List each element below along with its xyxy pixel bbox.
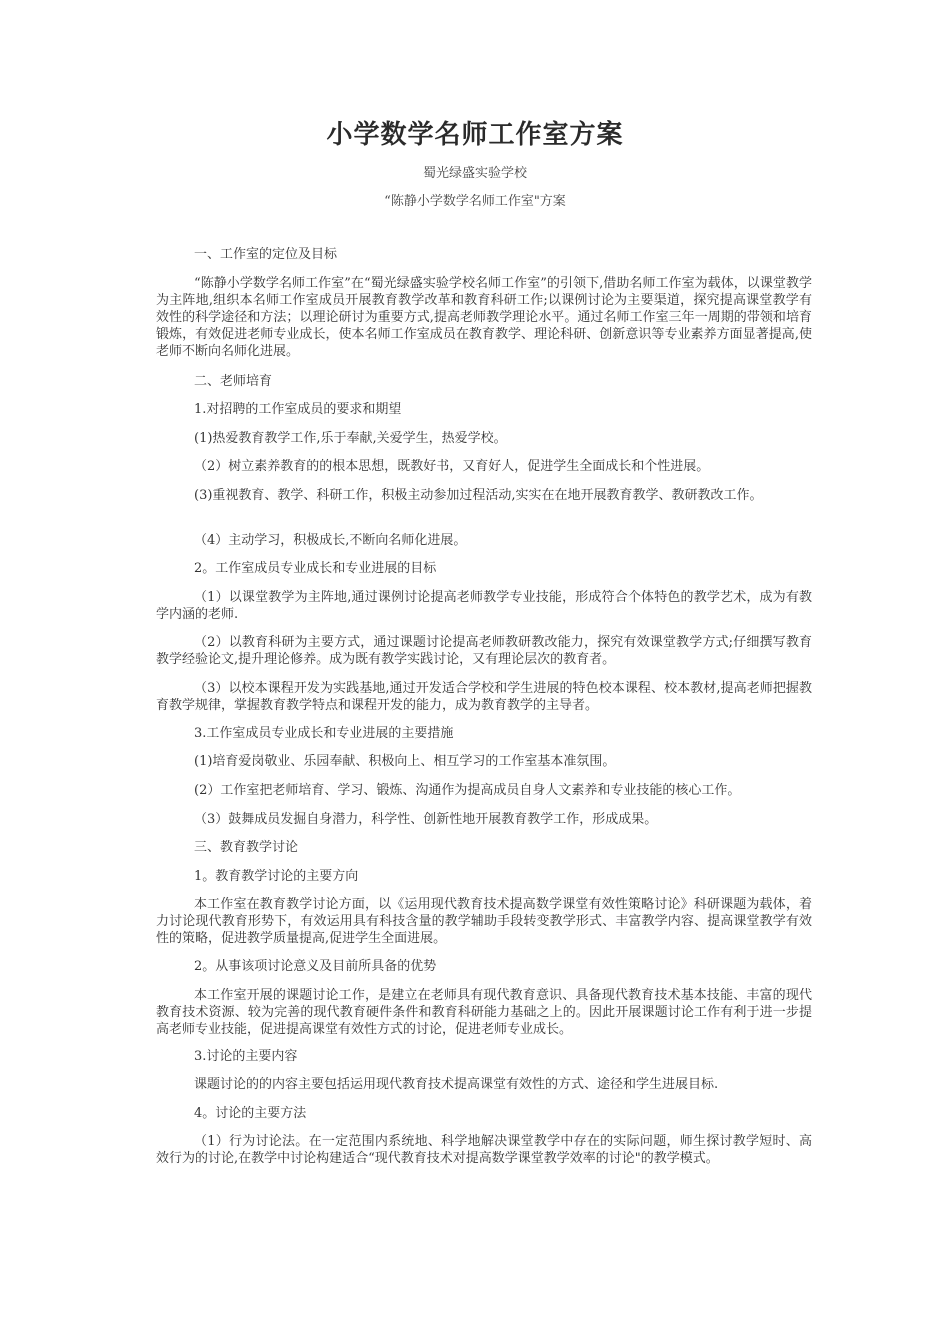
list-item: (1)培育爱岗敬业、乐园奉献、积极向上、相互学习的工作室基本准氛围。 <box>194 754 616 769</box>
list-item: （2）以教育科研为主要方式，通过课题讨论提高老师教研教改能力，探究有效课堂教学方式;仔细撰写教育教学经验论文,提升理论修养。成为既有教学实践讨论，又有理论层次的教育者。 <box>156 635 812 667</box>
list-item: (2）工作室把老师培育、学习、锻炼、沟通作为提高成员自身人文素养和专业技能的核心工作。 <box>194 783 741 798</box>
paragraph: 本工作室开展的课题讨论工作，是建立在老师具有现代教育意识、具备现代教育技术基本技能、丰富的现代教育技术资源、较为完善的现代教育硬件条件和教育科研能力基础之上的。因此开展课题讨论工作有利于进一步提高老师专业技能，促进提高课堂有效性方式的讨论，促进老师专业成长。 <box>156 988 812 1037</box>
list-item: （3）鼓舞成员发掘自身潜力，科学性、创新性地开展教育教学工作，形成成果。 <box>194 812 658 827</box>
subsection-heading: 1。教育教学讨论的主要方向 <box>194 869 359 884</box>
subsection-heading: 3.工作室成员专业成长和专业进展的主要措施 <box>194 726 454 741</box>
subsection-heading: 2。从事该项讨论意义及目前所具备的优势 <box>194 959 437 974</box>
school-name: 蜀光绿盛实验学校 <box>422 166 527 181</box>
subsection-heading: 4。讨论的主要方法 <box>194 1106 307 1121</box>
section-heading: 二、老师培育 <box>194 374 273 389</box>
paragraph: 本工作室在教育教学讨论方面，以《运用现代教育技术提高数学课堂有效性策略讨论》科研课题为载体，着力讨论现代教育形势下，有效运用具有科技含量的教学辅助手段转变教学形式、丰富教学内容、提高课堂教学有效性的策略，促进教学质量提高,促进学生全面进展。 <box>156 897 812 946</box>
list-item: (1)热爱教育教学工作,乐于奉献,关爱学生，热爱学校。 <box>194 431 507 446</box>
section-heading: 一、工作室的定位及目标 <box>194 247 338 262</box>
list-item: (3)重视教育、教学、科研工作，积极主动参加过程活动,实实在在地开展教育教学、教研教改工作。 <box>194 488 763 503</box>
section-heading: 三、教育教学讨论 <box>194 840 299 855</box>
paragraph: 课题讨论的的内容主要包括运用现代教育技术提高课堂有效性的方式、途径和学生进展目标. <box>194 1077 719 1092</box>
paragraph: “陈静小学数学名师工作室”在“蜀光绿盛实验学校名师工作室”的引领下,借助名师工作室为载体，以课堂教学为主阵地,组织本名师工作室成员开展教育教学改革和教育科研工作;以课例讨论为主要渠道，探究提高课堂教学有效性的科学途径和方法；以理论研讨为重要方式,提高老师教学理论水平。通过名师工作室三年一周期的带领和培育锻炼，有效促进老师专业成长，使本名师工作室成员在教育教学、理论科研、创新意识等专业素养方面显著提高,使老师不断向名师化进展。 <box>156 276 812 359</box>
list-item: （3）以校本课程开发为实践基地,通过开发适合学校和学生进展的特色校本课程、校本教材,提高老师把握教育教学规律，掌握教育教学特点和课程开发的能力，成为教育教学的主导者。 <box>156 681 812 713</box>
subsection-heading: 1.对招聘的工作室成员的要求和期望 <box>194 402 402 417</box>
subsection-heading: 2。工作室成员专业成长和专业进展的目标 <box>194 561 437 576</box>
list-item: （1）以课堂教学为主阵地,通过课例讨论提高老师教学专业技能，形成符合个体特色的教学艺术，成为有教学内涵的老师. <box>156 590 812 622</box>
subsection-heading: 3.讨论的主要内容 <box>194 1049 298 1064</box>
document-title: 小学数学名师工作室方案 <box>326 120 624 150</box>
list-item: （2）树立素养教育的的根本思想，既教好书，又育好人，促进学生全面成长和个性进展。 <box>194 459 710 474</box>
paragraph: （1）行为讨论法。在一定范围内系统地、科学地解决课堂教学中存在的实际问题，师生探讨教学短时、高效行为的讨论,在教学中讨论构建适合“现代教育技术对提高数学课堂教学效率的讨论"的教学模式。 <box>156 1134 812 1166</box>
list-item: （4）主动学习，积极成长,不断向名师化进展。 <box>194 533 467 548</box>
plan-name: “陈静小学数学名师工作室"方案 <box>384 194 566 209</box>
